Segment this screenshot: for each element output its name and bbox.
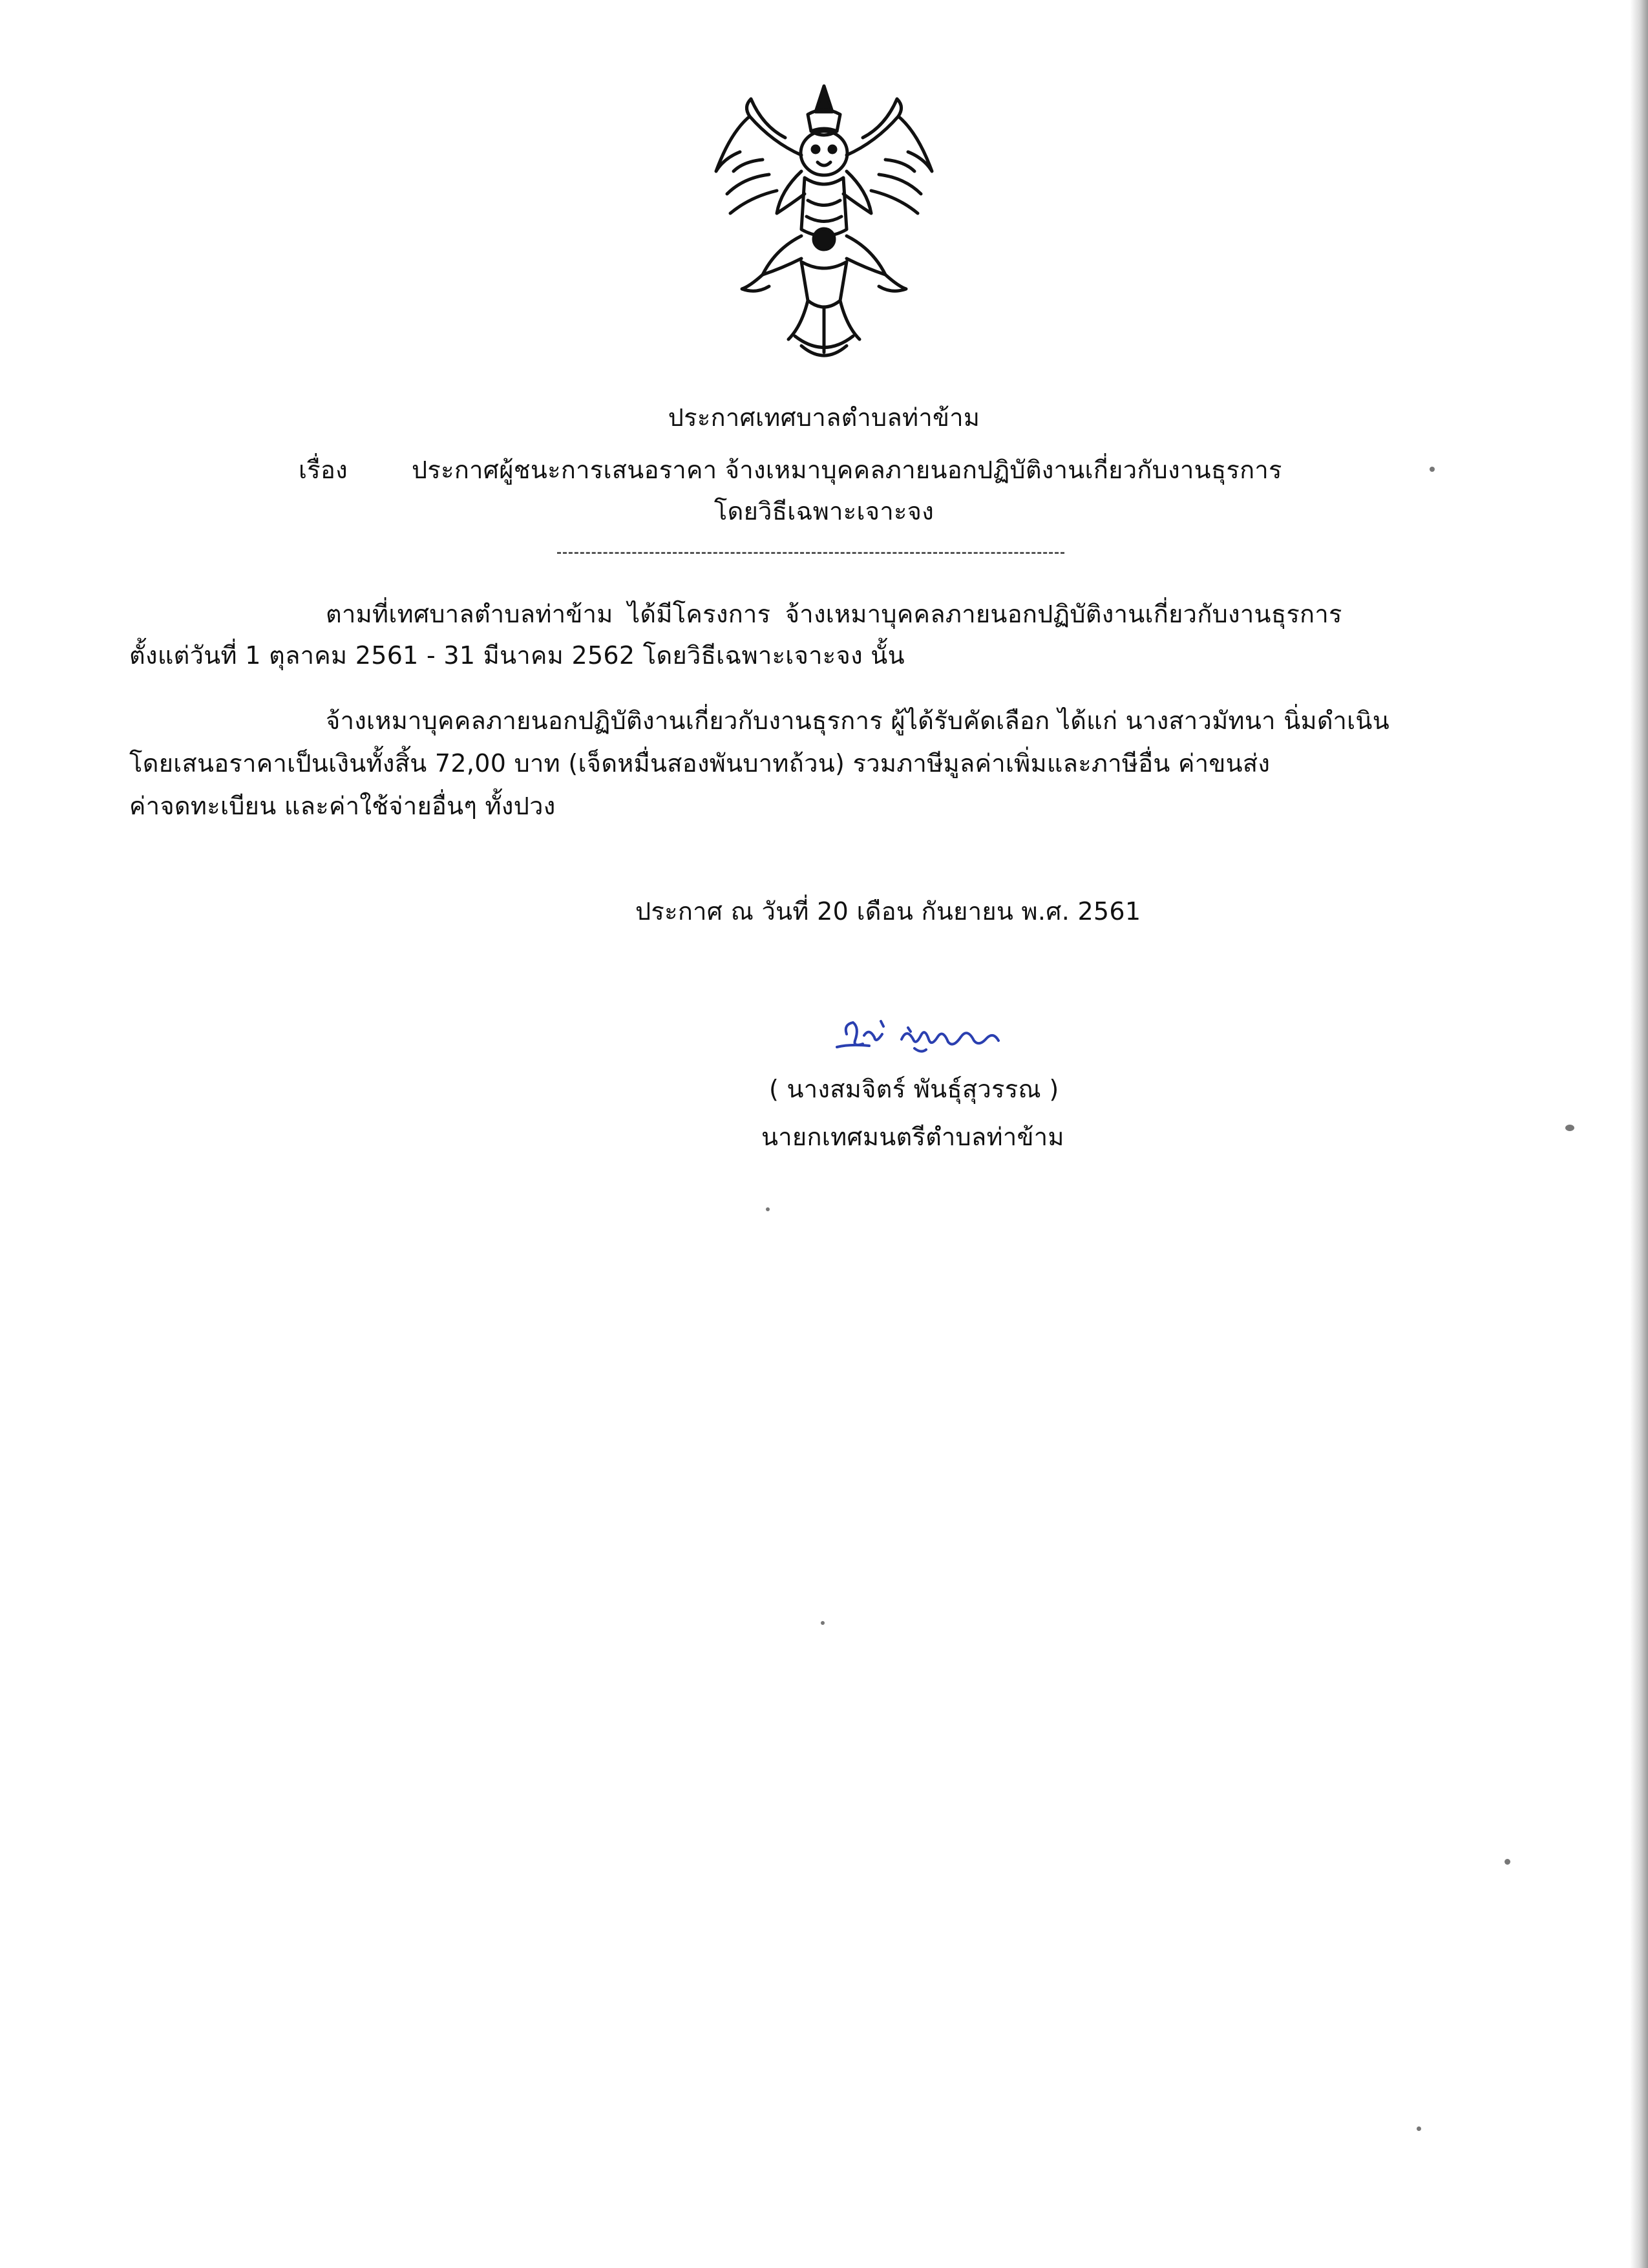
paragraph1-line1: ตามที่เทศบาลตำบลท่าข้าม ได้มีโครงการ จ้างเหมาบุคคลภายนอกปฏิบัติงานเกี่ยวกับงานธุรการ — [326, 600, 1342, 628]
subject-label: เรื่อง — [299, 456, 348, 484]
paragraph2-line1: จ้างเหมาบุคคลภายนอกปฏิบัติงานเกี่ยวกับงานธุรการ ผู้ได้รับคัดเลือก ได้แก่ นางสาวมัทนา นิ่มดำเนิน — [326, 706, 1389, 735]
handwritten-signature — [824, 1008, 1031, 1066]
paragraph1-line2: ตั้งแต่วันที่ 1 ตุลาคม 2561 - 31 มีนาคม 2562 โดยวิธีเฉพาะเจาะจง นั้น — [129, 641, 905, 670]
issuer-title: ประกาศเทศบาลตำบลท่าข้าม — [668, 403, 980, 432]
scan-speck — [1430, 467, 1435, 472]
paragraph2-line3: ค่าจดทะเบียน และค่าใช้จ่ายอื่นๆ ทั้งปวง — [129, 792, 556, 820]
scan-edge-shadow — [1630, 0, 1648, 2268]
paragraph2-line2: โดยเสนอราคาเป็นเงินทั้งสิ้น 72,00 บาท (เจ็ดหมื่นสองพันบาทถ้วน) รวมภาษีมูลค่าเพิ่มและภาษีอื่น ค่าขนส่ง — [129, 749, 1271, 778]
scan-speck — [1565, 1125, 1574, 1131]
scan-speck — [1417, 2126, 1421, 2131]
garuda-emblem-icon — [704, 81, 944, 365]
announce-date: ประกาศ ณ วันที่ 20 เดือน กันยายน พ.ศ. 2561 — [635, 897, 1141, 926]
subject-text: ประกาศผู้ชนะการเสนอราคา จ้างเหมาบุคคลภายนอกปฏิบัติงานเกี่ยวกับงานธุรการ — [412, 456, 1282, 484]
signer-position: นายกเทศมนตรีตำบลท่าข้าม — [761, 1123, 1064, 1151]
header-divider — [557, 552, 1064, 554]
subject-line — [299, 454, 1282, 485]
subject-method: โดยวิธีเฉพาะเจาะจง — [713, 497, 935, 525]
signer-name: ( นางสมจิตร์ พันธุ์สุวรรณ ) — [769, 1075, 1059, 1103]
scan-speck — [821, 1621, 825, 1625]
scan-speck — [766, 1207, 770, 1211]
scan-speck — [1505, 1859, 1510, 1865]
